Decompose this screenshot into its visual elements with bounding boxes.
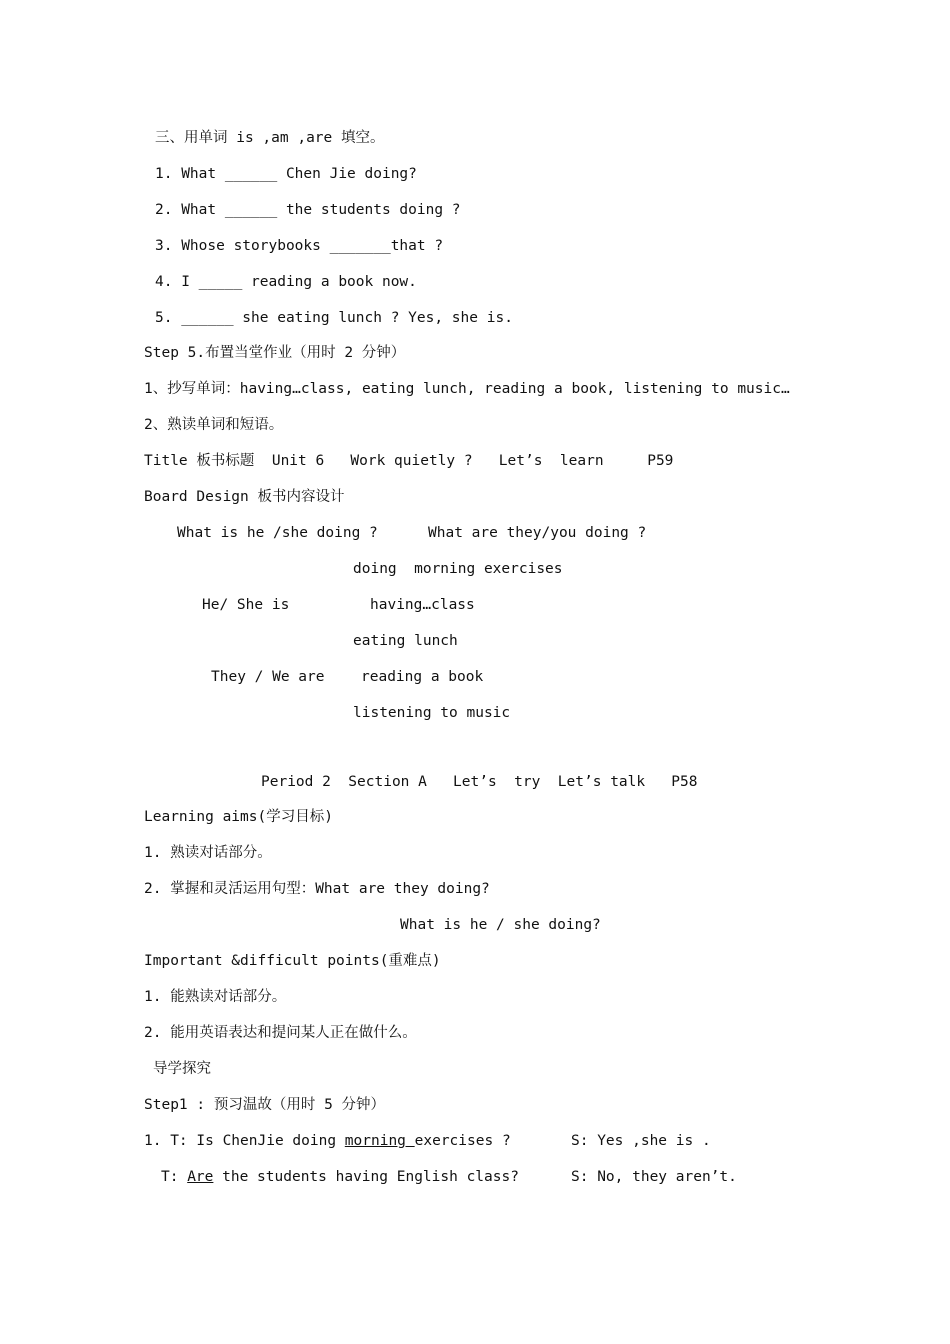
dialog-line-2-student: S: No, they aren’t. <box>571 1169 737 1185</box>
board-subject-2: They / We are <box>211 669 325 685</box>
board-phrase-3: eating lunch <box>353 633 458 649</box>
exercise-item-1: 1. What ______ Chen Jie doing? <box>155 166 417 182</box>
step5-task-1: 1、抄写单词：having…class, eating lunch, reading a book, listening to music… <box>144 381 790 397</box>
board-phrase-4: reading a book <box>361 669 484 685</box>
dialog-line-1-student: S: Yes ,she is . <box>571 1133 711 1149</box>
dialog-text: T: <box>161 1169 188 1185</box>
key-point-2: 2. 能用英语表达和提问某人正在做什么。 <box>144 1025 417 1041</box>
learning-aim-2-continued: What is he / she doing? <box>400 917 601 933</box>
board-phrase-5: listening to music <box>353 705 511 721</box>
dialog-line-2-teacher <box>161 1167 519 1187</box>
learning-aims-heading: Learning aims(学习目标) <box>144 809 333 825</box>
learning-aim-1: 1. 熟读对话部分。 <box>144 845 272 861</box>
key-points-heading: Important &difficult points(重难点) <box>144 953 441 969</box>
dialog-text: the students having English class? <box>213 1169 519 1185</box>
step5-title: Step 5.布置当堂作业（用时 2 分钟） <box>144 345 406 361</box>
board-design-heading: Board Design 板书内容设计 <box>144 489 345 505</box>
learning-aim-2: 2. 掌握和灵活运用句型：What are they doing? <box>144 881 490 897</box>
board-question-1: What is he /she doing ? <box>177 525 378 541</box>
exercise-item-5: 5. ______ she eating lunch ? Yes, she is. <box>155 310 513 326</box>
board-subject-1: He/ She is <box>202 597 290 613</box>
step1-title: Step1 : 预习温故（用时 5 分钟） <box>144 1097 386 1113</box>
board-phrase-1: doing morning exercises <box>353 561 563 577</box>
dialog-line-1-teacher <box>144 1131 511 1151</box>
guided-inquiry-heading: 导学探究 <box>153 1061 211 1077</box>
exercise-item-4: 4. I _____ reading a book now. <box>155 274 417 290</box>
step5-task-2: 2、熟读单词和短语。 <box>144 417 284 433</box>
dialog-text: exercises ? <box>414 1133 511 1149</box>
board-phrase-2: having…class <box>370 597 475 613</box>
board-title-line: Title 板书标题 Unit 6 Work quietly ? Let’s learn P59 <box>144 453 674 469</box>
dialog-text: 1. T: Is ChenJie doing <box>144 1133 345 1149</box>
board-question-2: What are they/you doing ? <box>428 525 647 541</box>
exercise-item-2: 2. What ______ the students doing ? <box>155 202 461 218</box>
exercise-item-3: 3. Whose storybooks _______that ? <box>155 238 444 254</box>
dialog-underlined-word: morning <box>344 1133 415 1149</box>
dialog-underlined-word: Are <box>187 1169 214 1185</box>
key-point-1: 1. 能熟读对话部分。 <box>144 989 287 1005</box>
period2-title: Period 2 Section A Let’s try Let’s talk P58 <box>261 774 698 790</box>
exercise-heading: 三、用单词 is ,am ,are 填空。 <box>155 130 385 146</box>
